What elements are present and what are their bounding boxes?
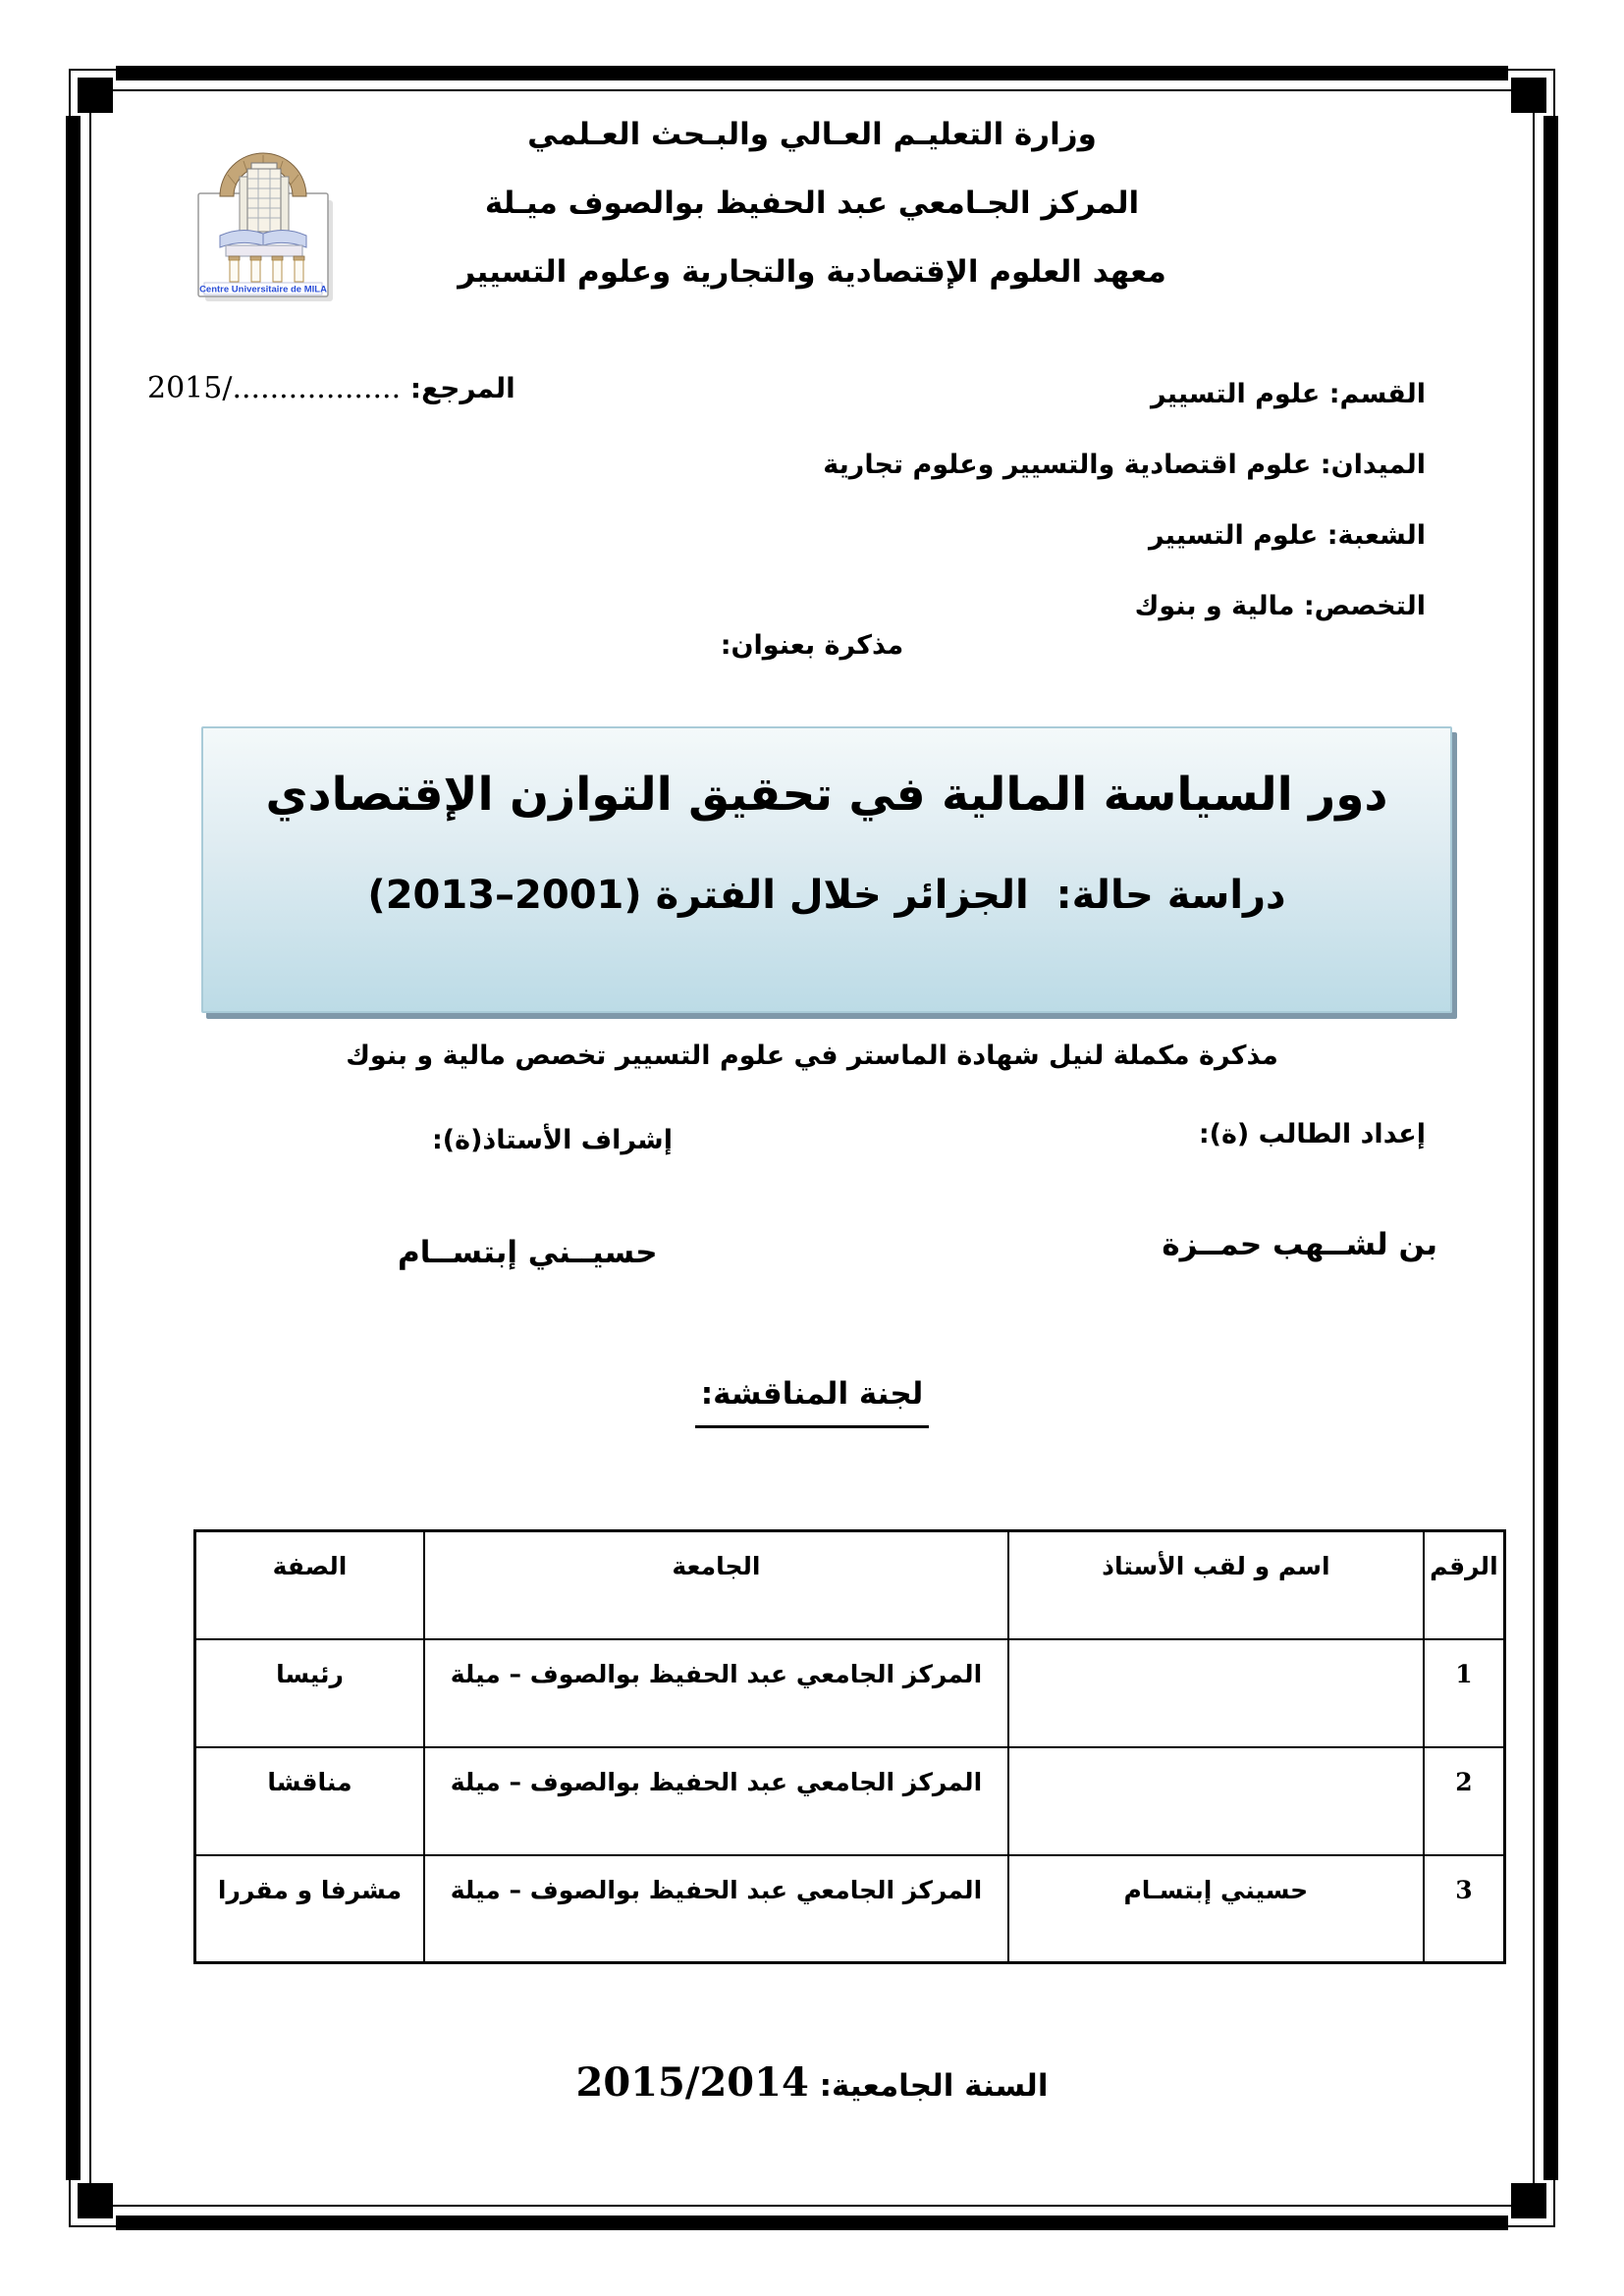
info-field: الميدان: علوم اقتصادية والتسيير وعلوم تجارية (823, 450, 1426, 480)
cell-professor-name (1008, 1747, 1424, 1855)
academic-year-value: 2015/2014 (575, 2059, 809, 2106)
page-border-bar-right (1543, 116, 1558, 2180)
case-study-label: دراسة حالة: (1056, 873, 1286, 918)
thesis-title-line1: دور السياسة المالية في تحقيق التوازن الإقتصادي (265, 768, 1388, 822)
cell-role: مشرفا و مقررا (195, 1855, 424, 1963)
cell-university: المركز الجامعي عبد الحفيظ بوالصوف – ميلة (424, 1747, 1008, 1855)
thesis-title-box (201, 726, 1452, 1013)
info-department: القسم: علوم التسيير (1151, 379, 1426, 409)
page-border-bar-left (66, 116, 81, 2180)
reference-value: ................../2015 (147, 371, 402, 405)
case-study-text: الجزائر خلال الفترة (2001–2013) (367, 873, 1029, 918)
cell-role: رئيسا (195, 1639, 424, 1747)
table-header-role: الصفة (195, 1531, 424, 1639)
page-border-bar-top (116, 66, 1508, 80)
page-border-corner (78, 2183, 113, 2218)
page-border-bar-bottom (116, 2216, 1508, 2230)
table-header-row (195, 1531, 1505, 1639)
table-header-name: اسم و لقب الأستاذ (1008, 1531, 1424, 1639)
table-row (195, 1639, 1505, 1747)
info-branch: الشعبة: علوم التسيير (1148, 520, 1426, 551)
academic-info-block (823, 359, 1426, 642)
table-header-number: الرقم (1424, 1531, 1505, 1639)
supervisor-name: حسيــني إبتســام (398, 1235, 658, 1270)
cell-professor-name (1008, 1639, 1424, 1747)
page-border-corner (1511, 2183, 1546, 2218)
cell-professor-name: حسيني إبتسـام (1008, 1855, 1424, 1963)
committee-heading (0, 1376, 1624, 1428)
info-speciality: التخصص: مالية و بنوك (1134, 591, 1426, 621)
cell-number: 3 (1424, 1855, 1505, 1963)
thesis-title-line2 (203, 873, 1450, 918)
table-row (195, 1855, 1505, 1963)
logo-caption: Centre Universitaire de MILA (199, 284, 327, 295)
supervisor-label: إشراف الأستاذ(ة): (432, 1125, 673, 1155)
academic-year-line (0, 2059, 1624, 2106)
cell-number: 2 (1424, 1747, 1505, 1855)
committee-heading-text: لجنة المناقشة: (695, 1376, 930, 1428)
table-header-university: الجامعة (424, 1531, 1008, 1639)
committee-table (193, 1529, 1506, 1964)
student-label: إعداد الطالب (ة): (1198, 1119, 1426, 1149)
thesis-subtitle: مذكرة مكملة لنيل شهادة الماستر في علوم التسيير تخصص مالية و بنوك (346, 1041, 1278, 1071)
reference-line (147, 371, 515, 405)
student-name: بن لشــهب حمــزة (1162, 1227, 1437, 1262)
table-row (195, 1747, 1505, 1855)
academic-year-label: السنة الجامعية: (819, 2068, 1049, 2104)
cell-university: المركز الجامعي عبد الحفيظ بوالصوف – ميلة (424, 1855, 1008, 1963)
cell-university: المركز الجامعي عبد الحفيظ بوالصوف – ميلة (424, 1639, 1008, 1747)
cell-role: مناقشا (195, 1747, 424, 1855)
cell-number: 1 (1424, 1639, 1505, 1747)
institute-line: معهد العلوم الإقتصادية والتجارية وعلوم التسيير (458, 254, 1166, 290)
reference-label: المرجع: (409, 372, 515, 404)
ministry-header (0, 100, 1624, 306)
ministry-line: وزارة التعليـم العـالي والبـحث العـلمي (527, 117, 1097, 152)
memo-label: مذكرة بعنوان: (720, 630, 904, 661)
university-center-line: المركز الجـامعي عبد الحفيظ بوالصوف ميـلة (484, 186, 1140, 221)
